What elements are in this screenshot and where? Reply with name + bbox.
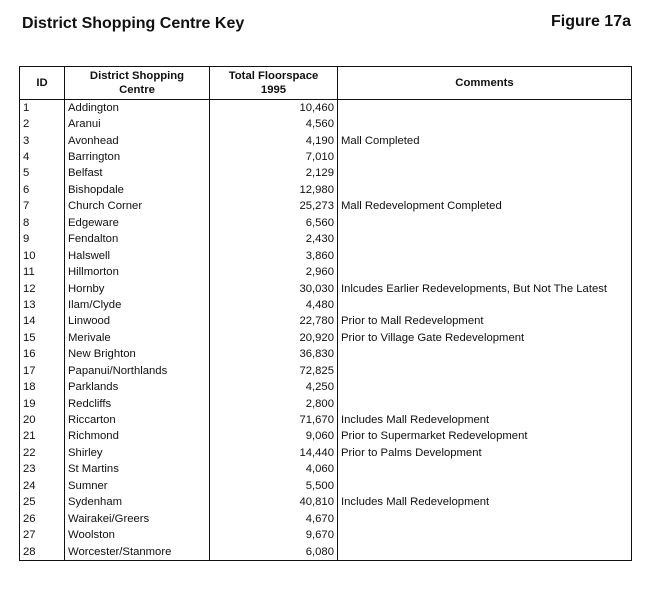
cell-floorspace: 22,780 — [210, 314, 338, 330]
cell-comment: Inlcudes Earlier Redevelopments, But Not The Latest — [338, 281, 632, 297]
cell-id: 27 — [20, 527, 65, 543]
cell-floorspace: 71,670 — [210, 412, 338, 428]
table-row — [20, 100, 632, 117]
table-row — [20, 412, 632, 428]
cell-comment: Mall Completed — [338, 133, 632, 149]
table-row — [20, 281, 632, 297]
cell-comment — [338, 116, 632, 132]
cell-centre-name: Wairakei/Greers — [65, 511, 210, 527]
cell-id: 19 — [20, 396, 65, 412]
cell-centre-name: Fendalton — [65, 232, 210, 248]
cell-id: 12 — [20, 281, 65, 297]
table-row — [20, 133, 632, 149]
table-header-row — [20, 67, 632, 100]
table-row — [20, 527, 632, 543]
cell-id: 4 — [20, 149, 65, 165]
cell-comment: Prior to Supermarket Redevelopment — [338, 429, 632, 445]
cell-floorspace: 40,810 — [210, 495, 338, 511]
cell-centre-name: Redcliffs — [65, 396, 210, 412]
cell-centre-name: Linwood — [65, 314, 210, 330]
cell-comment — [338, 297, 632, 313]
cell-centre-name: New Brighton — [65, 347, 210, 363]
cell-comment — [338, 544, 632, 561]
cell-floorspace: 14,440 — [210, 445, 338, 461]
cell-comment: Includes Mall Redevelopment — [338, 412, 632, 428]
cell-id: 17 — [20, 363, 65, 379]
cell-floorspace: 20,920 — [210, 330, 338, 346]
cell-floorspace: 30,030 — [210, 281, 338, 297]
cell-id: 8 — [20, 215, 65, 231]
cell-id: 16 — [20, 347, 65, 363]
shopping-centre-table — [19, 66, 632, 561]
table-row — [20, 347, 632, 363]
table-row — [20, 232, 632, 248]
cell-comment: Prior to Mall Redevelopment — [338, 314, 632, 330]
cell-comment — [338, 264, 632, 280]
cell-comment — [338, 100, 632, 117]
table-row — [20, 264, 632, 280]
cell-id: 26 — [20, 511, 65, 527]
table-row — [20, 495, 632, 511]
cell-floorspace: 4,060 — [210, 462, 338, 478]
cell-id: 1 — [20, 100, 65, 117]
table-row — [20, 314, 632, 330]
cell-floorspace: 2,800 — [210, 396, 338, 412]
cell-centre-name: Sydenham — [65, 495, 210, 511]
cell-centre-name: St Martins — [65, 462, 210, 478]
cell-id: 25 — [20, 495, 65, 511]
cell-floorspace: 2,960 — [210, 264, 338, 280]
cell-comment — [338, 379, 632, 395]
cell-floorspace: 5,500 — [210, 478, 338, 494]
cell-floorspace: 72,825 — [210, 363, 338, 379]
cell-comment — [338, 182, 632, 198]
table-row — [20, 215, 632, 231]
cell-id: 22 — [20, 445, 65, 461]
column-header-floorspace — [210, 67, 338, 100]
figure-label: Figure 17a — [550, 13, 631, 30]
cell-floorspace: 6,560 — [210, 215, 338, 231]
cell-centre-name: Hornby — [65, 281, 210, 297]
table-row — [20, 511, 632, 527]
cell-comment: Prior to Village Gate Redevelopment — [338, 330, 632, 346]
cell-comment — [338, 232, 632, 248]
cell-id: 5 — [20, 166, 65, 182]
cell-comment — [338, 347, 632, 363]
cell-centre-name: Merivale — [65, 330, 210, 346]
cell-id: 11 — [20, 264, 65, 280]
page-title: District Shopping Centre Key — [22, 15, 245, 32]
cell-floorspace: 25,273 — [210, 199, 338, 215]
table-row — [20, 149, 632, 165]
cell-id: 21 — [20, 429, 65, 445]
cell-comment — [338, 511, 632, 527]
cell-comment — [338, 215, 632, 231]
cell-centre-name: Sumner — [65, 478, 210, 494]
cell-centre-name: Addington — [65, 100, 210, 117]
cell-centre-name: Aranui — [65, 116, 210, 132]
cell-floorspace: 6,080 — [210, 544, 338, 561]
cell-centre-name: Halswell — [65, 248, 210, 264]
column-header-floorspace-line1: Total Floorspace — [228, 70, 319, 82]
cell-centre-name: Hillmorton — [65, 264, 210, 280]
cell-comment: Includes Mall Redevelopment — [338, 495, 632, 511]
cell-centre-name: Riccarton — [65, 412, 210, 428]
cell-floorspace: 7,010 — [210, 149, 338, 165]
cell-floorspace: 4,480 — [210, 297, 338, 313]
cell-centre-name: Richmond — [65, 429, 210, 445]
table-row — [20, 182, 632, 198]
cell-centre-name: Edgeware — [65, 215, 210, 231]
table-row — [20, 330, 632, 346]
column-header-comments: Comments — [338, 67, 632, 100]
cell-comment — [338, 149, 632, 165]
cell-id: 2 — [20, 116, 65, 132]
cell-floorspace: 36,830 — [210, 347, 338, 363]
cell-comment — [338, 527, 632, 543]
column-header-id: ID — [20, 67, 65, 100]
cell-comment — [338, 166, 632, 182]
column-header-name — [65, 67, 210, 100]
cell-id: 3 — [20, 133, 65, 149]
cell-comment — [338, 363, 632, 379]
table-row — [20, 248, 632, 264]
cell-id: 7 — [20, 199, 65, 215]
cell-comment — [338, 478, 632, 494]
cell-comment: Prior to Palms Development — [338, 445, 632, 461]
cell-floorspace: 4,670 — [210, 511, 338, 527]
cell-floorspace: 4,560 — [210, 116, 338, 132]
cell-centre-name: Woolston — [65, 527, 210, 543]
cell-floorspace: 2,129 — [210, 166, 338, 182]
table-row — [20, 116, 632, 132]
cell-id: 20 — [20, 412, 65, 428]
table-row — [20, 445, 632, 461]
cell-id: 6 — [20, 182, 65, 198]
table-row — [20, 199, 632, 215]
cell-floorspace: 12,980 — [210, 182, 338, 198]
cell-id: 18 — [20, 379, 65, 395]
cell-comment: Mall Redevelopment Completed — [338, 199, 632, 215]
cell-id: 14 — [20, 314, 65, 330]
cell-centre-name: Bishopdale — [65, 182, 210, 198]
cell-centre-name: Worcester/Stanmore — [65, 544, 210, 561]
cell-comment — [338, 396, 632, 412]
cell-centre-name: Papanui/Northlands — [65, 363, 210, 379]
cell-centre-name: Barrington — [65, 149, 210, 165]
cell-comment — [338, 248, 632, 264]
table-row — [20, 297, 632, 313]
cell-floorspace: 2,430 — [210, 232, 338, 248]
cell-id: 10 — [20, 248, 65, 264]
table-row — [20, 379, 632, 395]
cell-id: 23 — [20, 462, 65, 478]
cell-id: 9 — [20, 232, 65, 248]
column-header-name-line2: Centre — [119, 84, 155, 96]
column-header-name-line1: District Shopping — [89, 70, 185, 82]
cell-centre-name: Ilam/Clyde — [65, 297, 210, 313]
table-row — [20, 544, 632, 561]
cell-centre-name: Church Corner — [65, 199, 210, 215]
table-row — [20, 363, 632, 379]
table-row — [20, 478, 632, 494]
column-header-floorspace-line2: 1995 — [260, 84, 287, 96]
table-row — [20, 429, 632, 445]
cell-centre-name: Belfast — [65, 166, 210, 182]
table-row — [20, 396, 632, 412]
cell-id: 28 — [20, 544, 65, 561]
cell-comment — [338, 462, 632, 478]
cell-centre-name: Shirley — [65, 445, 210, 461]
cell-centre-name: Avonhead — [65, 133, 210, 149]
table-row — [20, 462, 632, 478]
cell-id: 24 — [20, 478, 65, 494]
cell-floorspace: 9,670 — [210, 527, 338, 543]
cell-id: 15 — [20, 330, 65, 346]
cell-floorspace: 9,060 — [210, 429, 338, 445]
cell-floorspace: 4,190 — [210, 133, 338, 149]
cell-floorspace: 3,860 — [210, 248, 338, 264]
cell-floorspace: 4,250 — [210, 379, 338, 395]
cell-floorspace: 10,460 — [210, 100, 338, 117]
cell-id: 13 — [20, 297, 65, 313]
table-row — [20, 166, 632, 182]
cell-centre-name: Parklands — [65, 379, 210, 395]
